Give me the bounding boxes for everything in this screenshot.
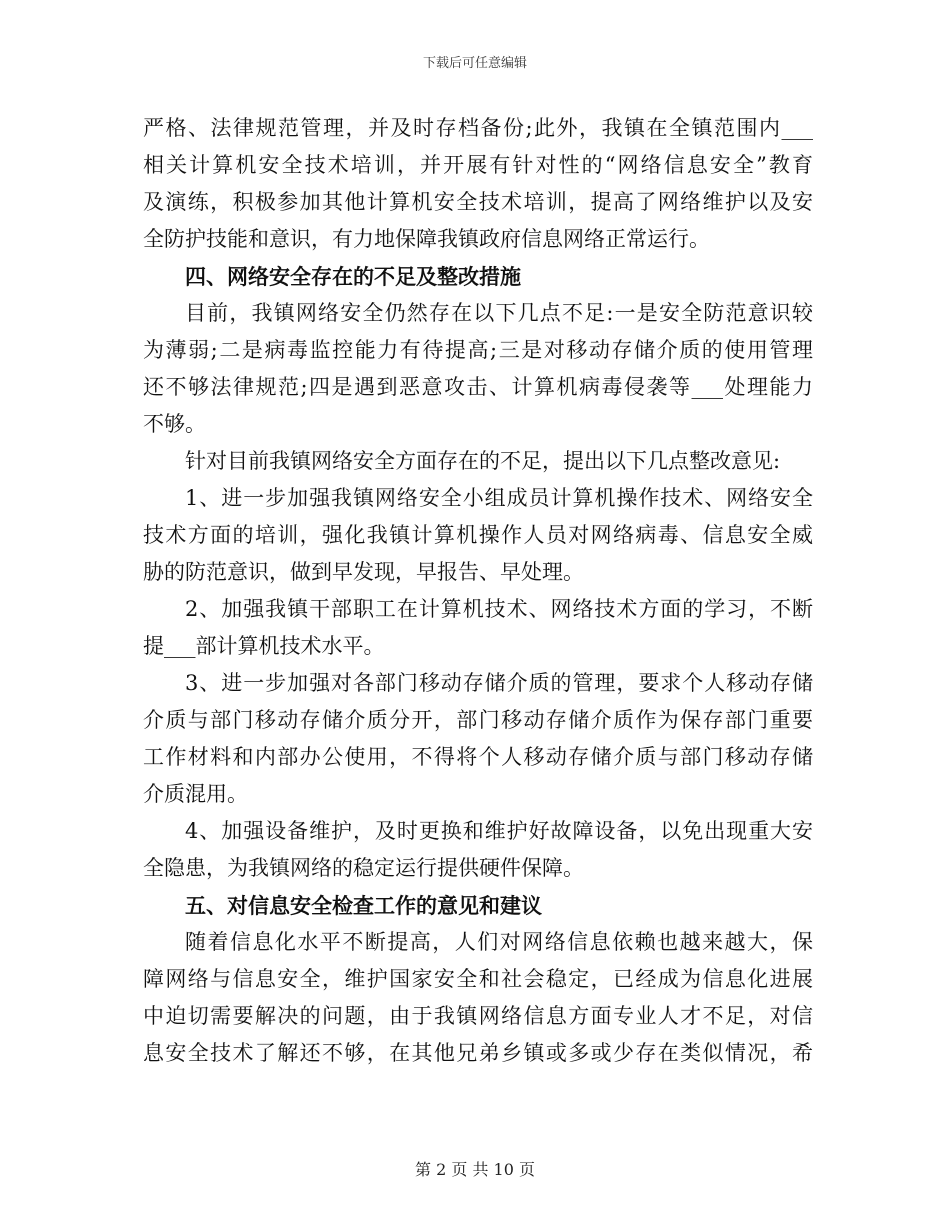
body-line: 胁的防范意识，做到早发现，早报告、早处理。	[143, 560, 584, 584]
page-footer: 第 2 页 共 10 页	[415, 1160, 535, 1179]
body-line: 随着信息化水平不断提高，人们对网络信息依赖也越来越大，保	[185, 930, 813, 954]
page-header: 下载后可任意编辑	[422, 56, 527, 71]
body-line: 及演练，积极参加其他计算机安全技术培训，提高了网络维护以及安	[143, 190, 813, 214]
body-line: 目前，我镇网络安全仍然存在以下几点不足:一是安全防范意识较	[185, 301, 813, 325]
body-line: 全隐患，为我镇网络的稳定运行提供硬件保障。	[143, 856, 584, 880]
body-line: 不够。	[143, 412, 206, 436]
body-line: 相关计算机安全技术培训，并开展有针对性的“网络信息安全”教育	[143, 153, 813, 177]
body-line: 针对目前我镇网络安全方面存在的不足，提出以下几点整改意见:	[185, 449, 781, 473]
body-line: 息安全技术了解还不够，在其他兄弟乡镇或多或少存在类似情况，希	[143, 1041, 813, 1065]
body-line: 技术方面的培训，强化我镇计算机操作人员对网络病毒、信息安全威	[143, 523, 813, 547]
body-line: 工作材料和内部办公使用，不得将个人移动存储介质与部门移动存储	[143, 745, 813, 769]
section-heading: 五、对信息安全检查工作的意见和建议	[185, 893, 542, 918]
body-line: 为薄弱;二是病毒监控能力有待提高;三是对移动存储介质的使用管理	[143, 338, 813, 362]
body-line: 2、加强我镇干部职工在计算机技术、网络技术方面的学习，不断	[185, 597, 813, 621]
body-line: 中迫切需要解决的问题，由于我镇网络信息方面专业人才不足，对信	[143, 1004, 813, 1028]
section-heading: 四、网络安全存在的不足及整改措施	[185, 264, 521, 289]
body-line: 全防护技能和意识，有力地保障我镇政府信息网络正常运行。	[143, 227, 710, 251]
body-line: 障网络与信息安全，维护国家安全和社会稳定，已经成为信息化进展	[143, 967, 813, 991]
body-line: 严格、法律规范管理，并及时存档备份;此外，我镇在全镇范围内___	[143, 116, 813, 140]
body-line: 介质混用。	[143, 782, 248, 806]
body-line: 介质与部门移动存储介质分开，部门移动存储介质作为保存部门重要	[143, 708, 813, 732]
body-line: 还不够法律规范;四是遇到恶意攻击、计算机病毒侵袭等___处理能力	[143, 375, 813, 399]
body-line: 1、进一步加强我镇网络安全小组成员计算机操作技术、网络安全	[185, 486, 813, 510]
body-line: 4、加强设备维护，及时更换和维护好故障设备，以免出现重大安	[185, 819, 813, 843]
body-line: 提___部计算机技术水平。	[143, 634, 385, 658]
body-line: 3、进一步加强对各部门移动存储介质的管理，要求个人移动存储	[185, 671, 813, 695]
document-body	[143, 110, 813, 1072]
